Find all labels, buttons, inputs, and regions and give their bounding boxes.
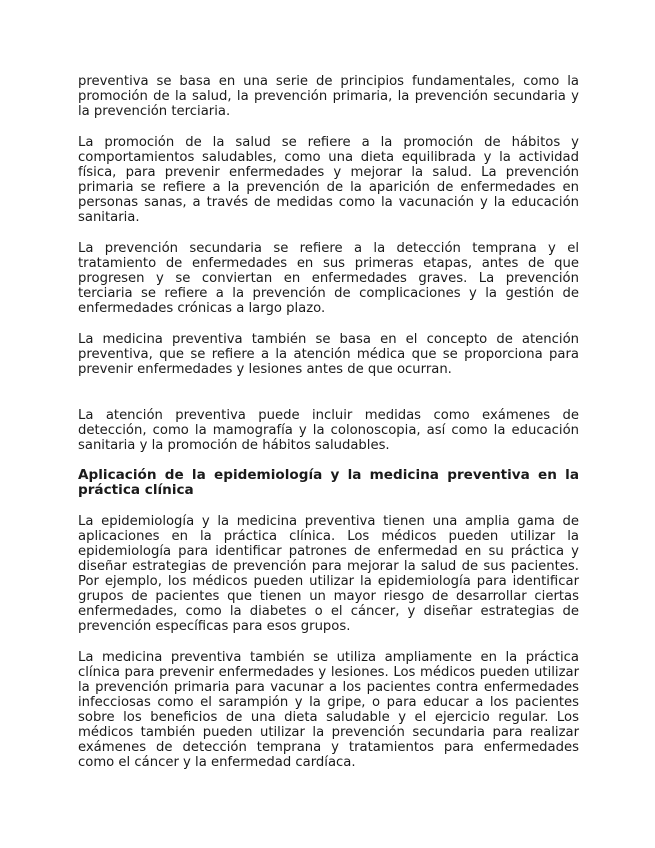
paragraph-prevencion-secundaria: La prevención secundaria se refiere a la detección temprana y el tratamiento de enfermedades en sus primeras etapas, antes de que progresen y se conviertan en enfermedades graves. La prevención terciaria se refiere a la prevención de complicaciones y la gestión de enfermedades crónicas a largo plazo.: [78, 241, 579, 316]
paragraph-medicina-preventiva-clinica: La medicina preventiva también se utiliza ampliamente en la práctica clínica para prevenir enfermedades y lesiones. Los médicos pueden utilizar la prevención primaria para vacunar a los pacientes contra enfermedades infecciosas como el sarampión y la gripe, o para educar a los pacientes sobre los beneficios de una dieta saludable y el ejercicio regular. Los médicos también pueden utilizar la prevención secundaria para realizar exámenes de detección temprana y tratamientos para enfermedades como el cáncer y la enfermedad cardíaca.: [78, 650, 579, 770]
paragraph-principios: preventiva se basa en una serie de principios fundamentales, como la promoción de la salud, la prevención primaria, la prevención secundaria y la prevención terciaria.: [78, 74, 579, 119]
paragraph-atencion-preventiva: La medicina preventiva también se basa en el concepto de atención preventiva, que se refiere a la atención médica que se proporciona para prevenir enfermedades y lesiones antes de que ocurran.: [78, 332, 579, 377]
paragraph-promocion-salud: La promoción de la salud se refiere a la promoción de hábitos y comportamientos saludables, como una dieta equilibrada y la actividad física, para prevenir enfermedades y mejorar la salud. La prevención primaria se refiere a la prevención de la aparición de enfermedades en personas sanas, a través de medidas como la vacunación y la educación sanitaria.: [78, 135, 579, 225]
section-heading: Aplicación de la epidemiología y la medicina preventiva en la práctica clínica: [78, 467, 579, 498]
document-body: [78, 74, 579, 770]
paragraph-medidas-preventivas: La atención preventiva puede incluir medidas como exámenes de detección, como la mamografía y la colonoscopia, así como la educación sanitaria y la promoción de hábitos saludables.: [78, 408, 579, 453]
paragraph-aplicaciones: La epidemiología y la medicina preventiva tienen una amplia gama de aplicaciones en la práctica clínica. Los médicos pueden utilizar la epidemiología para identificar patrones de enfermedad en su práctica y diseñar estrategias de prevención para mejorar la salud de sus pacientes. Por ejemplo, los médicos pueden utilizar la epidemiología para identificar grupos de pacientes que tienen un mayor riesgo de desarrollar ciertas enfermedades, como la diabetes o el cáncer, y diseñar estrategias de prevención específicas para esos grupos.: [78, 514, 579, 634]
